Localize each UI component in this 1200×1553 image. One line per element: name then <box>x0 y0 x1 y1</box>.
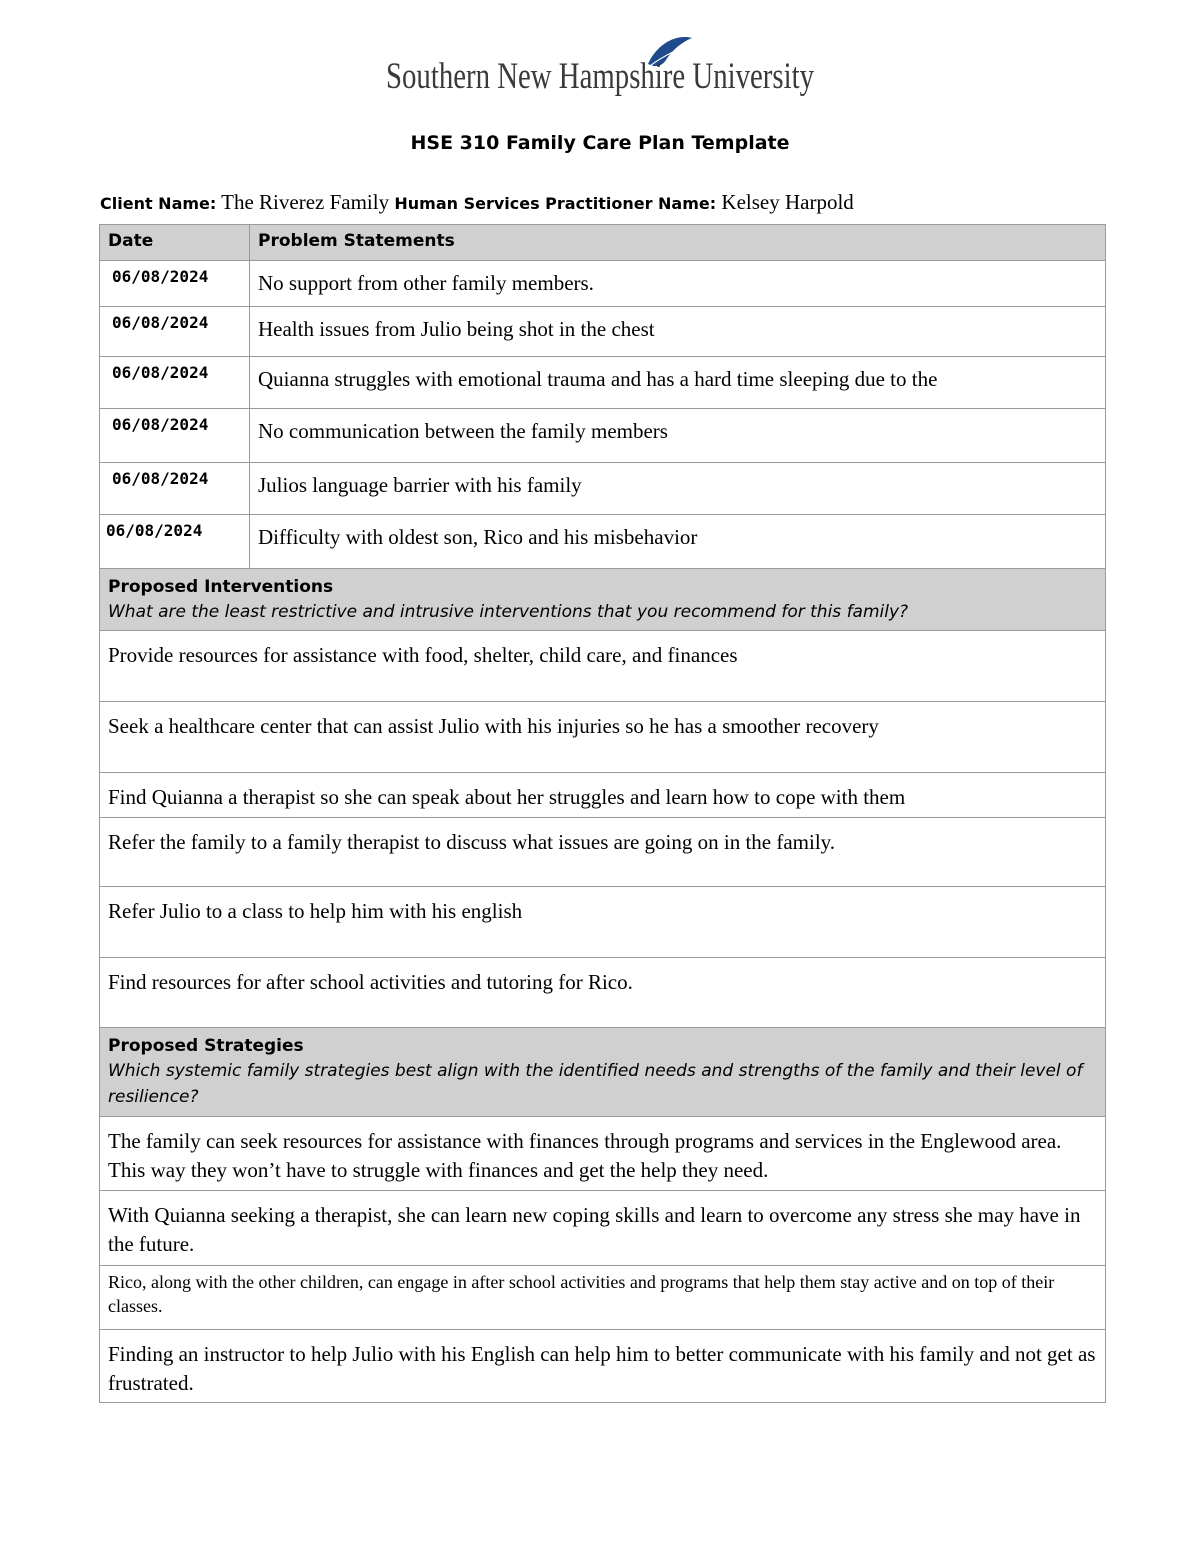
interventions-subtitle: What are the least restrictive and intrusive interventions that you recommend for this family? <box>108 602 909 622</box>
strategies-header <box>100 1028 1106 1117</box>
strategy-row <box>100 1266 1106 1330</box>
problem-statement: Health issues from Julio being shot in the chest <box>250 307 1106 357</box>
problem-date: 06/08/2024 <box>100 307 250 357</box>
strategy-text: Rico, along with the other children, can engage in after school activities and programs that help them stay active and on top of their classes. <box>100 1266 1106 1330</box>
intervention-row <box>100 818 1106 887</box>
interventions-header-row <box>100 569 1106 631</box>
problem-date: 06/08/2024 <box>100 409 250 463</box>
logo-wordmark: Southern New Hampshire University <box>386 56 815 97</box>
intervention-text: Provide resources for assistance with food, shelter, child care, and finances <box>100 631 1106 702</box>
strategy-row <box>100 1191 1106 1266</box>
problem-row <box>100 357 1106 409</box>
problem-statements-header: Problem Statements <box>250 225 1106 261</box>
document-title: HSE 310 Family Care Plan Template <box>410 132 790 154</box>
problem-statement: Julios language barrier with his family <box>250 463 1106 515</box>
practitioner-name-value: Kelsey Harpold <box>721 190 854 214</box>
intervention-row <box>100 702 1106 773</box>
problem-date: 06/08/2024 <box>100 261 250 307</box>
problem-row <box>100 463 1106 515</box>
problem-row <box>100 261 1106 307</box>
interventions-header <box>100 569 1106 631</box>
intervention-text: Refer the family to a family therapist to discuss what issues are going on in the family. <box>100 818 1106 887</box>
strategies-subtitle: Which systemic family strategies best align with the identified needs and strengths of the family and their level of resilience? <box>108 1061 1083 1107</box>
intervention-text: Seek a healthcare center that can assist Julio with his injuries so he has a smoother recovery <box>100 702 1106 773</box>
problem-statement: Difficulty with oldest son, Rico and his misbehavior <box>250 515 1106 569</box>
problem-statement: No communication between the family members <box>250 409 1106 463</box>
strategy-text: With Quianna seeking a therapist, she can learn new coping skills and learn to overcome any stress she may have in the future. <box>100 1191 1106 1266</box>
intervention-row <box>100 773 1106 818</box>
client-name-label: Client Name: <box>100 194 217 213</box>
intervention-text: Find resources for after school activities and tutoring for Rico. <box>100 958 1106 1028</box>
university-logo <box>386 36 816 106</box>
intervention-row <box>100 887 1106 958</box>
problem-date: 06/08/2024 <box>100 357 250 409</box>
problem-date: 06/08/2024 <box>100 463 250 515</box>
client-info-line <box>100 190 854 215</box>
date-column-header: Date <box>100 225 250 261</box>
strategy-text: Finding an instructor to help Julio with his English can help him to better communicate with his family and not get as frustrated. <box>100 1330 1106 1403</box>
interventions-title: Proposed Interventions <box>108 577 334 597</box>
problem-statement: Quianna struggles with emotional trauma and has a hard time sleeping due to the <box>250 357 1106 409</box>
practitioner-name-label: Human Services Practitioner Name: <box>394 194 717 213</box>
problem-row <box>100 307 1106 357</box>
problems-header-row <box>100 225 1106 261</box>
intervention-text: Find Quianna a therapist so she can speak about her struggles and learn how to cope with them <box>100 773 1106 818</box>
problem-statement: No support from other family members. <box>250 261 1106 307</box>
strategy-row <box>100 1117 1106 1191</box>
intervention-row <box>100 958 1106 1028</box>
care-plan-table <box>99 224 1106 1403</box>
problem-row <box>100 409 1106 463</box>
strategy-text: The family can seek resources for assistance with finances through programs and services in the Englewood area. This way they won’t have to struggle with finances and get the help they need. <box>100 1117 1106 1191</box>
strategy-row <box>100 1330 1106 1403</box>
intervention-row <box>100 631 1106 702</box>
client-name-value: The Riverez Family <box>221 190 390 214</box>
strategies-header-row <box>100 1028 1106 1117</box>
problem-date: 06/08/2024 <box>100 515 250 569</box>
intervention-text: Refer Julio to a class to help him with his english <box>100 887 1106 958</box>
problem-row <box>100 515 1106 569</box>
strategies-title: Proposed Strategies <box>108 1036 304 1056</box>
